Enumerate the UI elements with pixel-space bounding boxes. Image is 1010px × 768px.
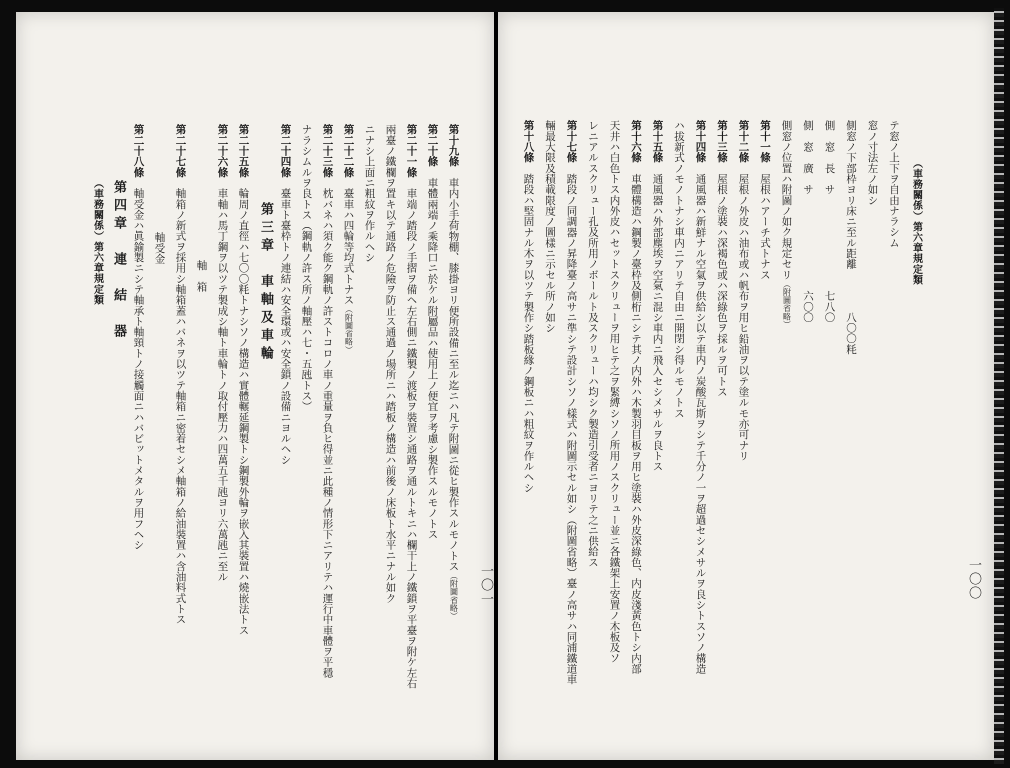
article-number: 第二十八條 (132, 124, 145, 178)
article-text: 車體構造ハ鋼製ノ臺枠及側桁ニシテ其ノ内外ハ木製羽目板ヲ用ヒ塗裝ハ外皮深綠色、内皮淺黃色トシ内部 (630, 173, 642, 674)
article-text: 車端ノ踏段ノ手摺ヲ備ヘ左右側ニ鐵製ノ渡板ヲ裝置シ通路ヲ通ルトキニハ欄干上ノ鐵鎖ヲ平臺ヲ附ケ左右 (405, 187, 418, 689)
text-column (889, 120, 900, 248)
article-text: 車體兩端ノ乘降口ニ於ケル附屬品ハ使用上ノ便宜ヲ考慮シ製作スルモノトス (426, 177, 439, 540)
article-number: 第二十四條 (279, 124, 292, 178)
article-text: 枕バネハ須ク能ク鋼軌ノ許ストコロノ車ノ重量ヲ負ヒ得並ニ此種ノ情形下ニアリテハ運行中車體ヲ平穩 (321, 187, 334, 678)
article-number: 第十三條 (716, 120, 728, 163)
article-number: 第二十七條 (174, 124, 187, 178)
article-text: 踏段ハ堅固ナル木ヲ以ツテ製作シ踏板緣ノ鋼板ニハ粗紋ヲ作ルヘシ (522, 173, 535, 493)
text-column (112, 180, 125, 342)
article-text: テ窓ノ上下ヲ自由ナラシム (888, 120, 900, 248)
left-page-number: 一〇一 (478, 564, 493, 606)
article-text: 屋根ノ外皮ハ油布或ハ帆布ヲ用ヒ鉛油ヲ以テ塗ルモ亦可ナリ (737, 173, 750, 461)
article-text: 軸受金ハ眞鍮製ニシテ軸承ト軸頸トノ接觸面ニハバビットメタルヲ用フヘシ (132, 187, 145, 551)
text-column (631, 120, 642, 674)
text-column (301, 124, 312, 412)
text-column (824, 120, 835, 322)
article-number: 第十六條 (630, 120, 642, 163)
article-text: ハ拔新式ノモノトナシ車内ニアリテ自由ニ開閉シ得ルモノトス (673, 120, 685, 419)
article-text: 車軸ハ馬丁鋼ヲ以ツテ製成シ軸ト車輪トノ取付壓力ハ四萬五千瓲ヨリ六萬瓲ニ至ル (216, 187, 229, 582)
article-text: 軸箱ノ新式ヲ採用シ軸箱蓋ハバネヲ以ツテ軸箱ニ密着セシメ軸箱ノ給油裝置ハ含油料式トス (174, 187, 187, 625)
article-text: 踏段ノ同調器ノ昇降臺ノ高サニ準シテ設計シソノ樣式ハ附圖示セル如シ（附圖省略）臺ノ高サハ同浦鐵道車 (565, 173, 578, 685)
article-text: ニナシ上面ニ粗紋ヲ作ルヘシ (363, 124, 376, 263)
article-number: 第十四條 (694, 120, 707, 163)
chapter-heading: 第四章 連 結 器 (111, 180, 126, 342)
text-column (238, 124, 249, 635)
text-column (545, 120, 556, 333)
article-number: 第二十五條 (237, 124, 250, 178)
article-number: 第二十條 (426, 124, 439, 167)
text-column (280, 124, 291, 465)
article-number: 第二十二條 (342, 124, 355, 178)
article-text: 通風器ハ外部塵埃ヲ空氣ニ混シ車内ニ飛入セシメサルヲ良トス (651, 173, 664, 472)
article-text: 側 窓 廣 サ 六〇〇 (802, 120, 814, 323)
article-number: 第二十六條 (216, 124, 229, 178)
text-column (385, 124, 396, 603)
text-column (760, 120, 771, 280)
running-header: （車務關係）第六章規定類 (910, 158, 922, 286)
text-column (523, 120, 534, 493)
article-text: 輛最大限及積載限度ノ圖樣ニ示セル所ノ如シ (544, 120, 556, 333)
text-column (846, 120, 857, 354)
text-column (652, 120, 663, 471)
text-column (343, 124, 354, 354)
article-text: 軸受金 (153, 232, 166, 264)
figure-note: （附圖省略） (449, 571, 459, 621)
article-number: 第十五條 (651, 120, 664, 163)
text-column (175, 124, 186, 625)
text-column (259, 202, 272, 364)
article-text: 窓ノ寸法左ノ如シ (866, 120, 879, 206)
text-column (427, 124, 438, 539)
article-text: 側窓ノ位置ハ附圖ノ如ク規定セリ (780, 120, 793, 280)
article-text: 輪周ノ直徑ハ七〇〇粍トナシソノ構造ハ實體輾延鋼製トシ鋼製外輪ヲ嵌入其裝置ハ燒嵌法トス (237, 187, 250, 636)
right-page-number: 一〇〇 (966, 558, 981, 600)
article-number: 第十八條 (522, 120, 535, 163)
text-column (781, 120, 792, 329)
article-number: 第十七條 (565, 120, 578, 163)
article-text: ナラシムルヲ良トス（鋼軌ノ許ス所ノ軸壓ハ七・五瓲トス） (300, 124, 313, 412)
article-text: 屋根ハアーチ式トナス (759, 173, 771, 280)
text-column (217, 124, 228, 582)
text-column (154, 232, 165, 264)
chapter-heading: 第三章 車軸及車輪 (258, 202, 273, 364)
text-column (364, 124, 375, 262)
text-column (133, 124, 144, 550)
running-header: （車務關係）第六章規定類 (91, 178, 103, 306)
text-column (738, 120, 749, 461)
article-text: 通風器ハ新鮮ナル空氣ヲ供給シ以テ車内ノ炭酸瓦斯ヲシテ千分ノ一ヲ超過セシメサルヲ良シトスソノ構造 (694, 173, 707, 674)
text-column (609, 120, 620, 663)
text-column (910, 158, 921, 285)
text-column (867, 120, 878, 205)
figure-note: （附圖省略） (344, 305, 354, 354)
article-text: 側 窓 長 サ 七八〇 (823, 120, 836, 323)
text-column (803, 120, 814, 322)
article-text: レニアルスクリュー孔及所用ノボールト及スクリューハ均シク製造引受者ニヨリテ之ニ供給ス (587, 120, 599, 568)
text-column (717, 120, 728, 397)
text-column (674, 120, 685, 418)
article-text: 軸 箱 (195, 260, 208, 292)
figure-note: （附圖省略） (782, 279, 792, 329)
text-column (406, 124, 417, 688)
article-text: 車内小手荷物棚、膝掛ヨリ便所設備ニ至ル迄ニハ凡テ附圖ニ從ヒ製作スルモノトス (447, 177, 460, 572)
left-page (16, 12, 494, 760)
article-text: 側窓ノ下部枠ヨリ床ニ至ル距離 八〇〇粍 (845, 120, 857, 355)
article-number: 第二十一條 (405, 124, 418, 178)
text-column (196, 260, 207, 292)
article-text: 天井ハ白色トス内外皮ハセットスクリューヲ用ヒテ之ヲ緊縛シソノ所用ノスクリュー並ニ各鐵架上安置ノ木板及ソ (608, 120, 621, 664)
scan-edge (994, 8, 1004, 764)
text-column (91, 178, 102, 305)
article-text: 臺車ト臺枠トノ連結ハ安全環或ハ安全鎖ノ設備ニヨルヘシ (279, 187, 292, 465)
text-column (448, 124, 459, 620)
text-column (566, 120, 577, 684)
article-number: 第二十三條 (321, 124, 334, 178)
article-text: 臺車ハ四輪等均式トナス (342, 187, 355, 306)
article-text: 兩臺ノ鐵欄ヲ置キ以テ通路ノ危險ヲ防止ス通過ノ場所ニハ踏板ノ構造ハ前後ノ床板ト水平ニナル如ク (384, 124, 397, 604)
right-page (498, 12, 994, 760)
article-number: 第十九條 (447, 124, 460, 167)
text-column (322, 124, 333, 678)
article-number: 第十二條 (737, 120, 750, 163)
article-number: 第十一條 (759, 120, 771, 163)
text-column (588, 120, 599, 567)
article-text: 屋根ノ塗裝ハ深褐色或ハ深綠色ヲ採ルヲ可トス (716, 173, 728, 397)
text-column (695, 120, 706, 674)
